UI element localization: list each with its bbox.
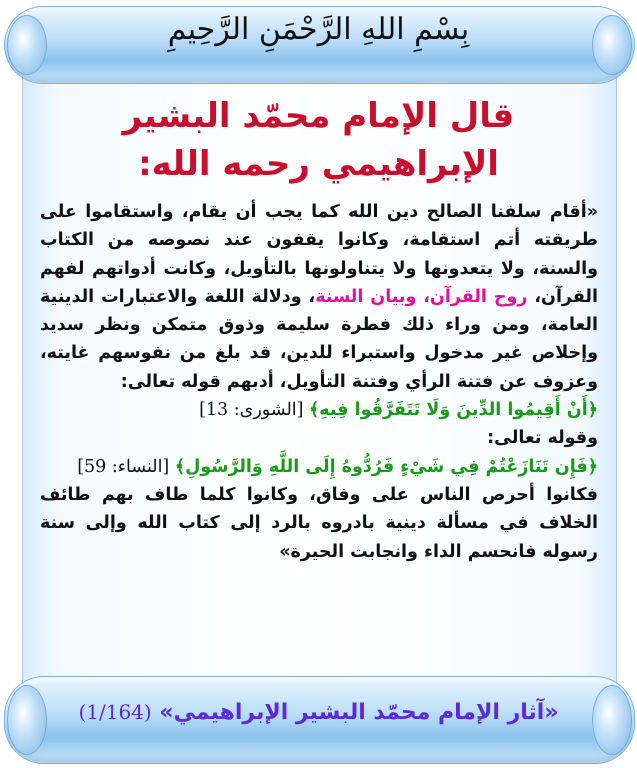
verse-2-reference: [النساء: 59]: [77, 456, 175, 477]
quote-text-start: «أقام سلفنا الصالح دين الله كما يجب أن يقام، واستقاموا على طريقته أتم استقامة، وكانوا يقفون عند نصوصه من الكتاب والسنة، ولا يتعدونها ولا يتناولونها بالتأويل، وكانت أدواتهم لفهم القرآن،: [40, 202, 598, 307]
verse-1-reference: [الشورى: 13]: [199, 400, 310, 421]
source-volume: (1/164): [78, 700, 152, 724]
verse-line-2: [40, 453, 598, 481]
source-title: «آثار الإمام محمّد البشير الإبراهيمي»: [159, 700, 559, 725]
source-citation: [30, 700, 607, 725]
basmala-calligraphy: بِسْمِ اللهِ الرَّحْمَنِ الرَّحِيمِ: [167, 12, 470, 47]
quote-highlight: روح القرآن، وبيان السنة: [315, 286, 528, 307]
quote-paragraph-2: فكانوا أحرص الناس على وفاق، وكانوا كلما طاف بهم طائف الخلاف في مسألة دينية بادروه بالرد إلى كتاب الله وإلى سنة رسوله فانحسم الداء وانجابت الحيرة»: [40, 484, 598, 562]
quote-paragraph-1: [40, 198, 598, 396]
verse-line-1: [40, 396, 598, 424]
quote-text-end: ، ودلالة اللغة والاعتبارات الدينية العامة، ومن وراء ذلك فطرة سليمة وذوق متمكن ونظر سديد وإخلاص غير مدخول واستبراء للدين، قد بلغ من نفوسهم غايته، وعزوف عن فتنة الرأي وفتنة التأويل، أدبهم قوله تعالى:: [40, 286, 598, 392]
verse-2: ﴿فَإِن تَنَازَعْتُمْ فِي شَيْءٍ فَرُدُّوهُ إِلَى اللَّهِ وَالرَّسُولِ﴾: [174, 456, 598, 477]
quote-body: [40, 198, 598, 566]
quote-title: قال الإمام محمّد البشير الإبراهيمي رحمه الله:: [122, 96, 515, 184]
verse-1: ﴿أَنْ أَقِيمُوا الدِّينَ وَلَا تَتَفَرَّقُوا فِيهِ﴾: [309, 400, 598, 421]
and-said-line: وقوله تعالى:: [487, 428, 598, 449]
